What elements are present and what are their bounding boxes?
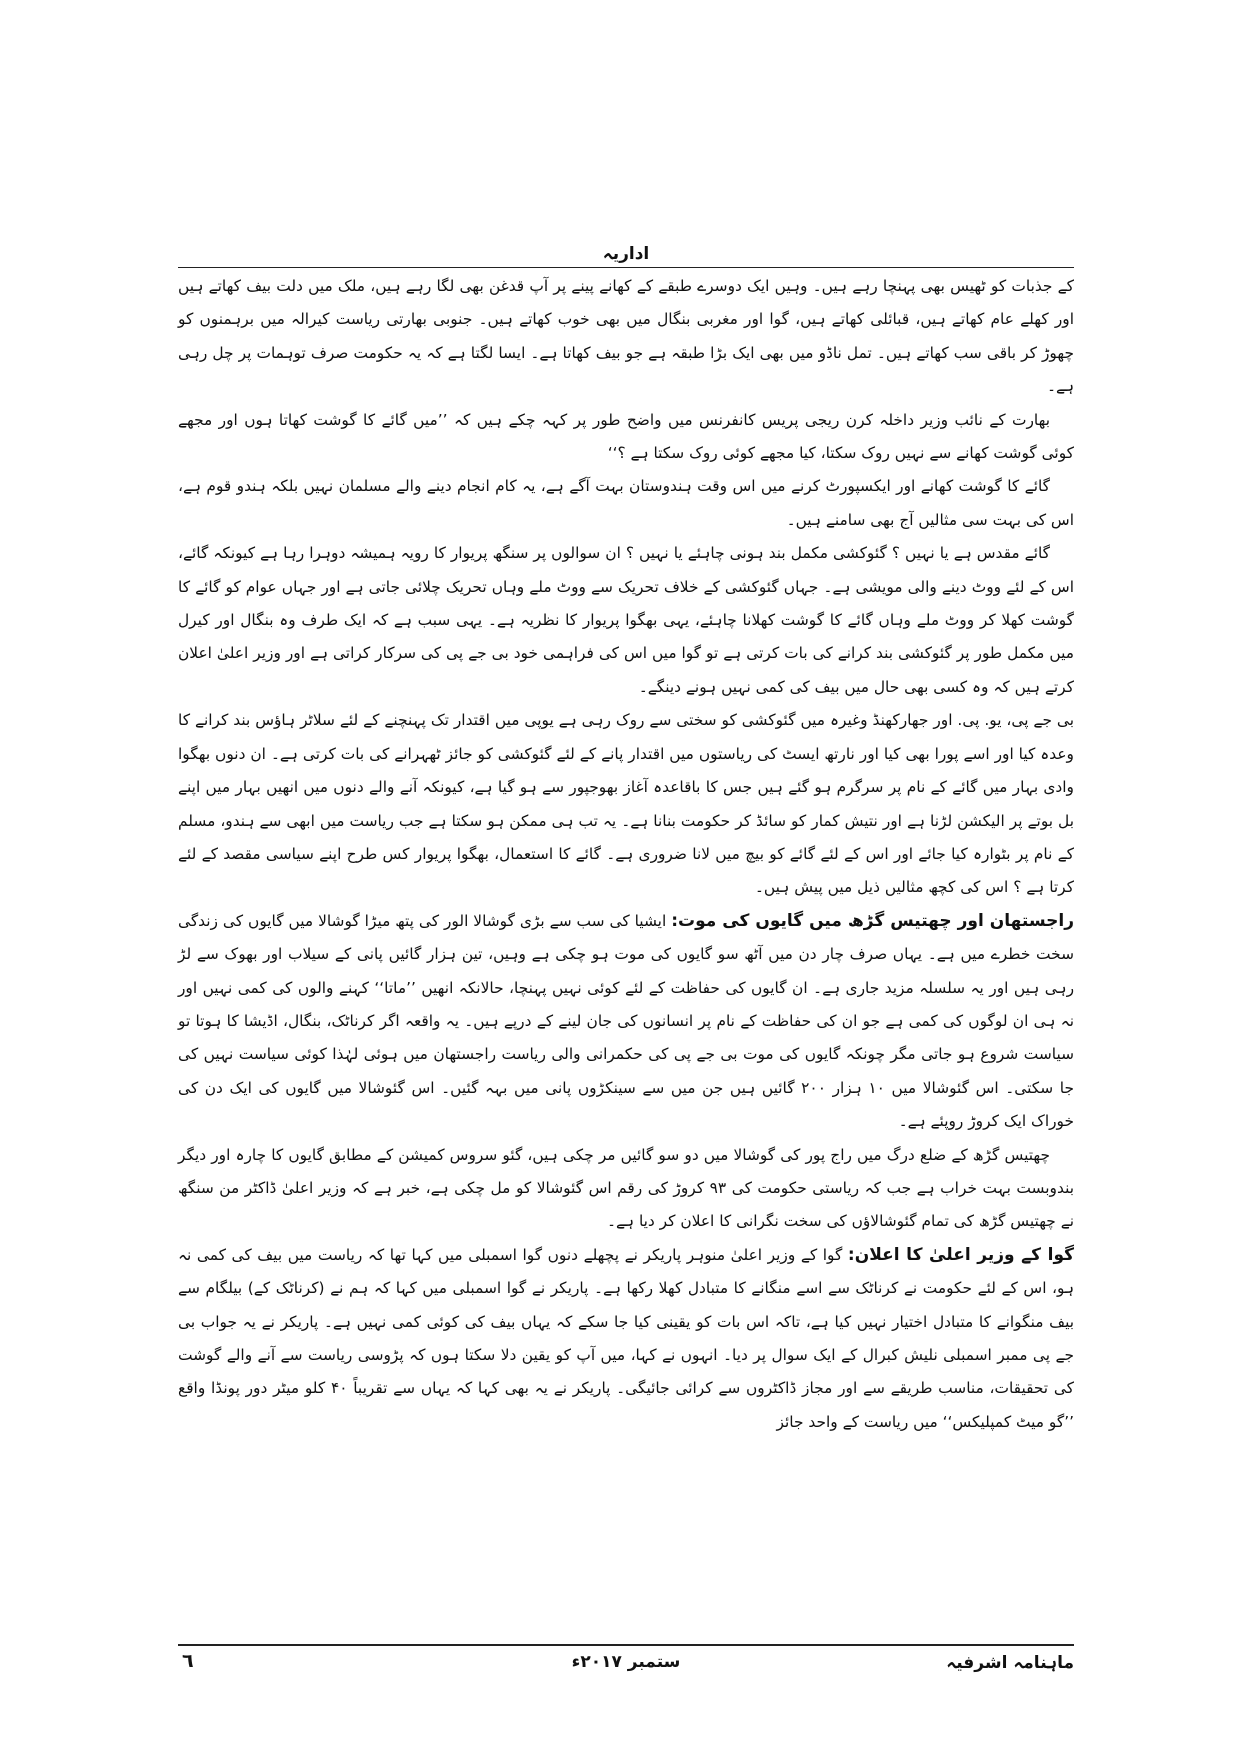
- paragraph-text: بھارت کے نائب وزیر داخلہ کرن ریجی پریس کانفرنس میں واضح طور پر کہہ چکے ہیں کہ ’’میں گائے کا گوشت کھاتا ہوں اور مجھے کوئی گوشت کھانے سے نہیں روک سکتا، کیا مجھے کوئی روک سکتا ہے ؟‘‘: [178, 410, 1074, 463]
- subheading-rajasthan: راجستھان اور چھتیس گڑھ میں گایوں کی موت:: [671, 910, 1074, 931]
- article-body: [178, 270, 1074, 1439]
- paragraph-text: گائے کا گوشت کھانے اور ایکسپورٹ کرنے میں اس وقت ہندوستان بہت آگے ہے، یہ کام انجام دینے والے مسلمان نہیں بلکہ ہندو قوم ہے، اس کی بہت سی مثالیں آج بھی سامنے ہیں۔: [178, 477, 1074, 529]
- paragraph-1: [178, 270, 1074, 404]
- paragraph-text: کے جذبات کو ٹھیس بھی پہنچا رہے ہیں۔ وہیں ایک دوسرے طبقے کے کھانے پینے پر آپ قدغن بھی لگا رہے ہیں، ملک میں دلت بیف کھاتے ہیں اور کھلے عام کھاتے ہیں، قبائلی کھاتے ہیں، گوا اور مغربی بنگال میں بھی خوب کھاتے ہیں۔ جنوبی بھارتی ریاست کیرالہ میں برہمنوں کو چھوڑ کر باقی سب کھاتے ہیں۔ تمل ناڈو میں بھی ایک بڑا طبقہ ہے جو بیف کھاتا ہے۔ ایسا لگتا ہے کہ یہ حکومت صرف توہمات پر چل رہی ہے۔: [178, 277, 1074, 396]
- magazine-name: ماہنامہ اشرفیہ: [946, 1653, 1074, 1673]
- paragraph-7: [178, 1139, 1074, 1239]
- paragraph-5: [178, 704, 1074, 904]
- paragraph-3: [178, 470, 1074, 537]
- paragraph-text: چھتیس گڑھ کے ضلع درگ میں راج پور کی گوشالا میں دو سو گائیں مر چکی ہیں، گئو سروس کمیشن کے مطابق گایوں کا چارہ اور دیگر بندوبست بہت خراب ہے جب کہ ریاستی حکومت کی ۹۳ کروڑ کی رقم اس گئوشالا کو مل چکی ہے، خبر ہے کہ وزیر اعلیٰ ڈاکٹر من سنگھ نے چھتیس گڑھ کی تمام گئوشالاؤں کی سخت نگرانی کا اعلان کر دیا ہے۔: [178, 1145, 1074, 1231]
- footer-divider: [178, 1644, 1074, 1646]
- header-divider: [178, 267, 1074, 268]
- paragraph-text: گوا کے وزیر اعلیٰ منوہر پاریکر نے پچھلے دنوں گوا اسمبلی میں کہا تھا کہ ریاست میں بیف کی کمی نہ ہو، اس کے لئے حکومت نے کرناٹک سے اسے منگانے کا متبادل کھلا رکھا ہے۔ پاریکر نے گوا اسمبلی میں کہا کہ ہم نے (کرناٹک کے) بیلگام سے بیف منگوانے کا متبادل اختیار نہیں کیا ہے، تاکہ اس بات کو یقینی کیا جا سکے کہ یہاں بیف کی کوئی کمی نہیں ہے۔ پاریکر نے یہ جواب بی جے پی ممبر اسمبلی نلیش کبرال کے ایک سوال پر دیا۔ انہوں نے کہا، میں آپ کو یقین دلا سکتا ہوں کہ پڑوسی ریاست سے آنے والے گوشت کی تحقیقات، مناسب طریقے سے اور مجاز ڈاکٹروں سے کرائی جائیگی۔ پاریکر نے یہ بھی کہا کہ یہاں سے تقریباً ۴۰ کلو میٹر دور پونڈا واقع ’’گو میٹ کمپلیکس‘‘ میں ریاست کے واحد جائز: [178, 1245, 1074, 1431]
- subheading-goa: گوا کے وزیر اعلیٰ کا اعلان:: [847, 1244, 1074, 1265]
- paragraph-text: بی جے پی، یو. پی. اور جھارکھنڈ وغیرہ میں گئوکشی کو سختی سے روک رہی ہے یوپی میں اقتدار تک پہنچنے کے لئے سلاٹر ہاؤس بند کرانے کا وعدہ کیا اور اسے پورا بھی کیا اور نارتھ ایسٹ کی ریاستوں میں اقتدار پانے کے لئے گئوکشی کو جائز ٹھہرانے کی بات کرتی ہے۔ ان دنوں بھگوا وادی بہار میں گائے کے نام پر سرگرم ہو گئے ہیں جس کا باقاعدہ آغاز بھوجپور سے ہو گیا ہے، کیونکہ آنے والے دنوں میں انھیں بہار میں اپنے بل بوتے پر الیکشن لڑنا ہے اور نتیش کمار کو سائڈ کر حکومت بنانا ہے۔ یہ تب ہی ممکن ہو سکتا ہے جب ریاست میں ابھی سے ہندو، مسلم کے نام پر بٹوارہ کیا جائے اور اس کے لئے گائے کو بیچ میں لانا ضروری ہے۔ گائے کا استعمال، بھگوا پریوار کس طرح اپنے سیاسی مقصد کے لئے کرتا ہے ؟ اس کی کچھ مثالیں ذیل میں پیش ہیں۔: [178, 711, 1074, 897]
- paragraph-4: [178, 537, 1074, 704]
- document-page: [178, 242, 1074, 1673]
- issue-date: ستمبر ۲۰۱۷ء: [571, 1652, 681, 1672]
- page-number: ٦: [182, 1650, 194, 1672]
- paragraph-6: [178, 905, 1074, 1139]
- paragraph-2: [178, 404, 1074, 471]
- page-footer: [178, 1644, 1074, 1684]
- section-title: اداریہ: [602, 244, 650, 264]
- paragraph-text: گائے مقدس ہے یا نہیں ؟ گئوکشی مکمل بند ہونی چاہئے یا نہیں ؟ ان سوالوں پر سنگھ پریوار کا رویہ ہمیشہ دوہرا رہا ہے کیونکہ گائے، اس کے لئے ووٹ دینے والی مویشی ہے۔ جہاں گئوکشی کے خلاف تحریک سے ووٹ ملے وہاں تحریک چلائی جاتی ہے اور جہاں عوام کو گائے کا گوشت کھلا کر ووٹ ملے وہاں گائے کا گوشت کھلانا چاہئے، یہی بھگوا پریوار کا نظریہ ہے۔ یہی سبب ہے کہ ایک طرف وہ بنگال اور کیرل میں مکمل طور پر گئوکشی بند کرانے کی بات کرتی ہے تو گوا میں اس کی فراہمی خود بی جے پی کی سرکار کراتی ہے اور وزیر اعلیٰ اعلان کرتے ہیں کہ وہ کسی بھی حال میں بیف کی کمی نہیں ہونے دینگے۔: [178, 544, 1074, 696]
- paragraph-text: ایشیا کی سب سے بڑی گوشالا الور کی پتھ میڑا گوشالا میں گایوں کی زندگی سخت خطرے میں ہے۔ یہاں صرف چار دن میں آٹھ سو گایوں کی موت ہو چکی ہے وہیں، تین ہزار گائیں پانی کے سیلاب اور بھوک سے لڑ رہی ہیں اور یہ سلسلہ مزید جاری ہے۔ ان گایوں کی حفاظت کے لئے کوئی نہیں پہنچا، حالانکہ انھیں ’’ماتا‘‘ کہنے والوں کی کمی نہیں اور نہ ہی ان لوگوں کی کمی ہے جو ان کی حفاظت کے نام پر انسانوں کی جان لینے کے درپے ہیں۔ یہ واقعہ اگر کرناٹک، بنگال، اڈیشا کا ہوتا تو سیاست شروع ہو جاتی مگر چونکہ گایوں کی موت بی جے پی کی حکمرانی والی ریاست راجستھان میں ہوئی لہٰذا کوئی سیاست نہیں کی جا سکتی۔ اس گئوشالا میں ۱۰ ہزار ۲۰۰ گائیں ہیں جن میں سے سینکڑوں پانی میں بہہ گئیں۔ اس گئوشالا میں گایوں کی ایک دن کی خوراک ایک کروڑ روپئے ہے۔: [178, 911, 1074, 1131]
- paragraph-8: [178, 1239, 1074, 1439]
